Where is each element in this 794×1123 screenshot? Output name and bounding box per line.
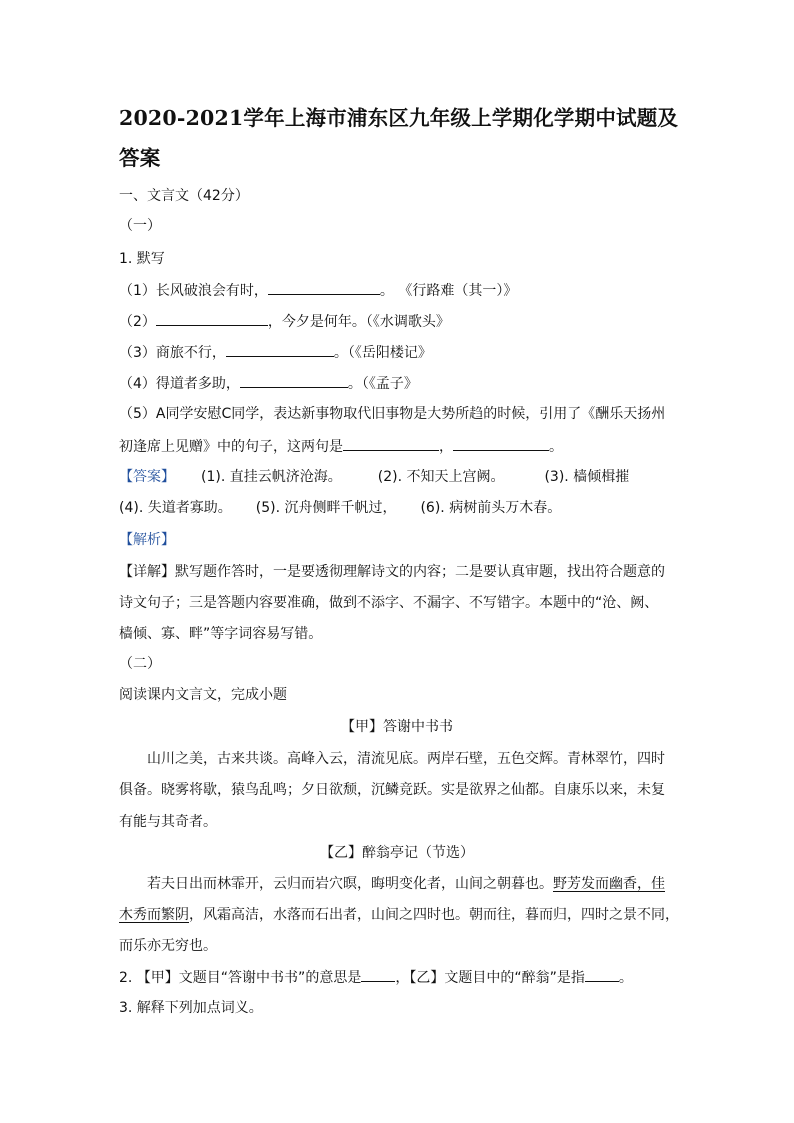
question1-label: 1. 默写 (119, 251, 165, 267)
passage-yi-title: 【乙】醉翁亭记（节选） (320, 845, 474, 861)
answer-line-2: (4). 失道者寡助。 (5). 沉舟侧畔千帆过， (6). 病树前头万木春。 (119, 500, 562, 516)
part1-label: （一） (119, 218, 161, 234)
passage-jia-title: 【甲】答谢中书书 (341, 719, 453, 735)
answer-blank (453, 436, 549, 451)
passage-yi-line-3: 而乐亦无穷也。 (119, 938, 217, 954)
passage-jia-line-2: 俱备。晓雾将歇，猿鸟乱鸣；夕日欲颓，沉鳞竞跃。实是欲界之仙都。自康乐以来，未复 (119, 782, 665, 798)
dictation-item-5-line1: （5）A同学安慰C同学，表达新事物取代旧事物是大势所趋的时候，引用了《酬乐天扬州 (119, 406, 666, 422)
dictation-item-3: （3）商旅不行， 。（《岳阳楼记》 (119, 342, 432, 363)
answer-blank (585, 967, 619, 982)
section-heading: 一、文言文（42分） (119, 188, 249, 204)
dictation-item-1: （1）长风破浪会有时， 。 《行路难（其一）》 (119, 280, 517, 301)
analysis-label: 【解析】 (119, 532, 175, 548)
detail-label: 【详解】 (119, 564, 175, 580)
question3: 3. 解释下列加点词义。 (119, 1000, 263, 1016)
dictation-item-5-line2: 初逢席上见赠》中的句子，这两句是 ， 。 (119, 436, 563, 457)
answer-blank (343, 436, 439, 451)
answer-line-1: 【答案】 (1). 直挂云帆济沧海。 (2). 不知天上宫阙。 (3). 樯倾楫摧 (119, 469, 630, 485)
answer-label: 【答案】 (119, 469, 175, 485)
document-title-line2: 答案 (119, 146, 161, 170)
part2-label: （二） (119, 656, 161, 672)
underlined-sentence: 野芳发而幽香，佳 (553, 876, 665, 892)
part2-intro: 阅读课内文言文，完成小题 (119, 687, 287, 703)
dictation-item-4: （4）得道者多助， 。（《孟子》 (119, 373, 418, 394)
answer-blank (226, 342, 334, 357)
answer-blank (240, 373, 348, 388)
dictation-item-2: （2） ，今夕是何年。（《水调歌头》 (119, 311, 450, 332)
passage-jia-line-1: 山川之美，古来共谈。高峰入云，清流见底。两岸石壁，五色交辉。青林翠竹，四时 (147, 751, 665, 767)
passage-yi-line-2: 木秀而繁阴，风霜高洁，水落而石出者，山间之四时也。朝而往，暮而归，四时之景不同， (119, 907, 679, 923)
answer-blank (156, 311, 268, 326)
passage-jia-line-3: 有能与其奇者。 (119, 814, 217, 830)
question2: 2. 【甲】文题目“答谢中书书”的意思是 ，【乙】文题目中的“醉翁”是指 。 (119, 967, 633, 988)
analysis-line-2: 诗文句子；三是答题内容要准确，做到不添字、不漏字、不写错字。本题中的“沧、阙、 (119, 595, 659, 611)
document-title-line1: 2020-2021学年上海市浦东区九年级上学期化学期中试题及 (119, 106, 679, 130)
analysis-line-1: 【详解】默写题作答时，一是要透彻理解诗文的内容；二是要认真审题，找出符合题意的 (119, 564, 665, 580)
underlined-sentence: 木秀而繁阴 (119, 907, 189, 923)
analysis-line-3: 樯倾、寡、畔”等字词容易写错。 (119, 626, 323, 642)
answer-blank (268, 280, 380, 295)
passage-yi-line-1: 若夫日出而林霏开，云归而岩穴暝，晦明变化者，山间之朝暮也。野芳发而幽香，佳 (147, 876, 665, 892)
answer-blank (361, 967, 395, 982)
